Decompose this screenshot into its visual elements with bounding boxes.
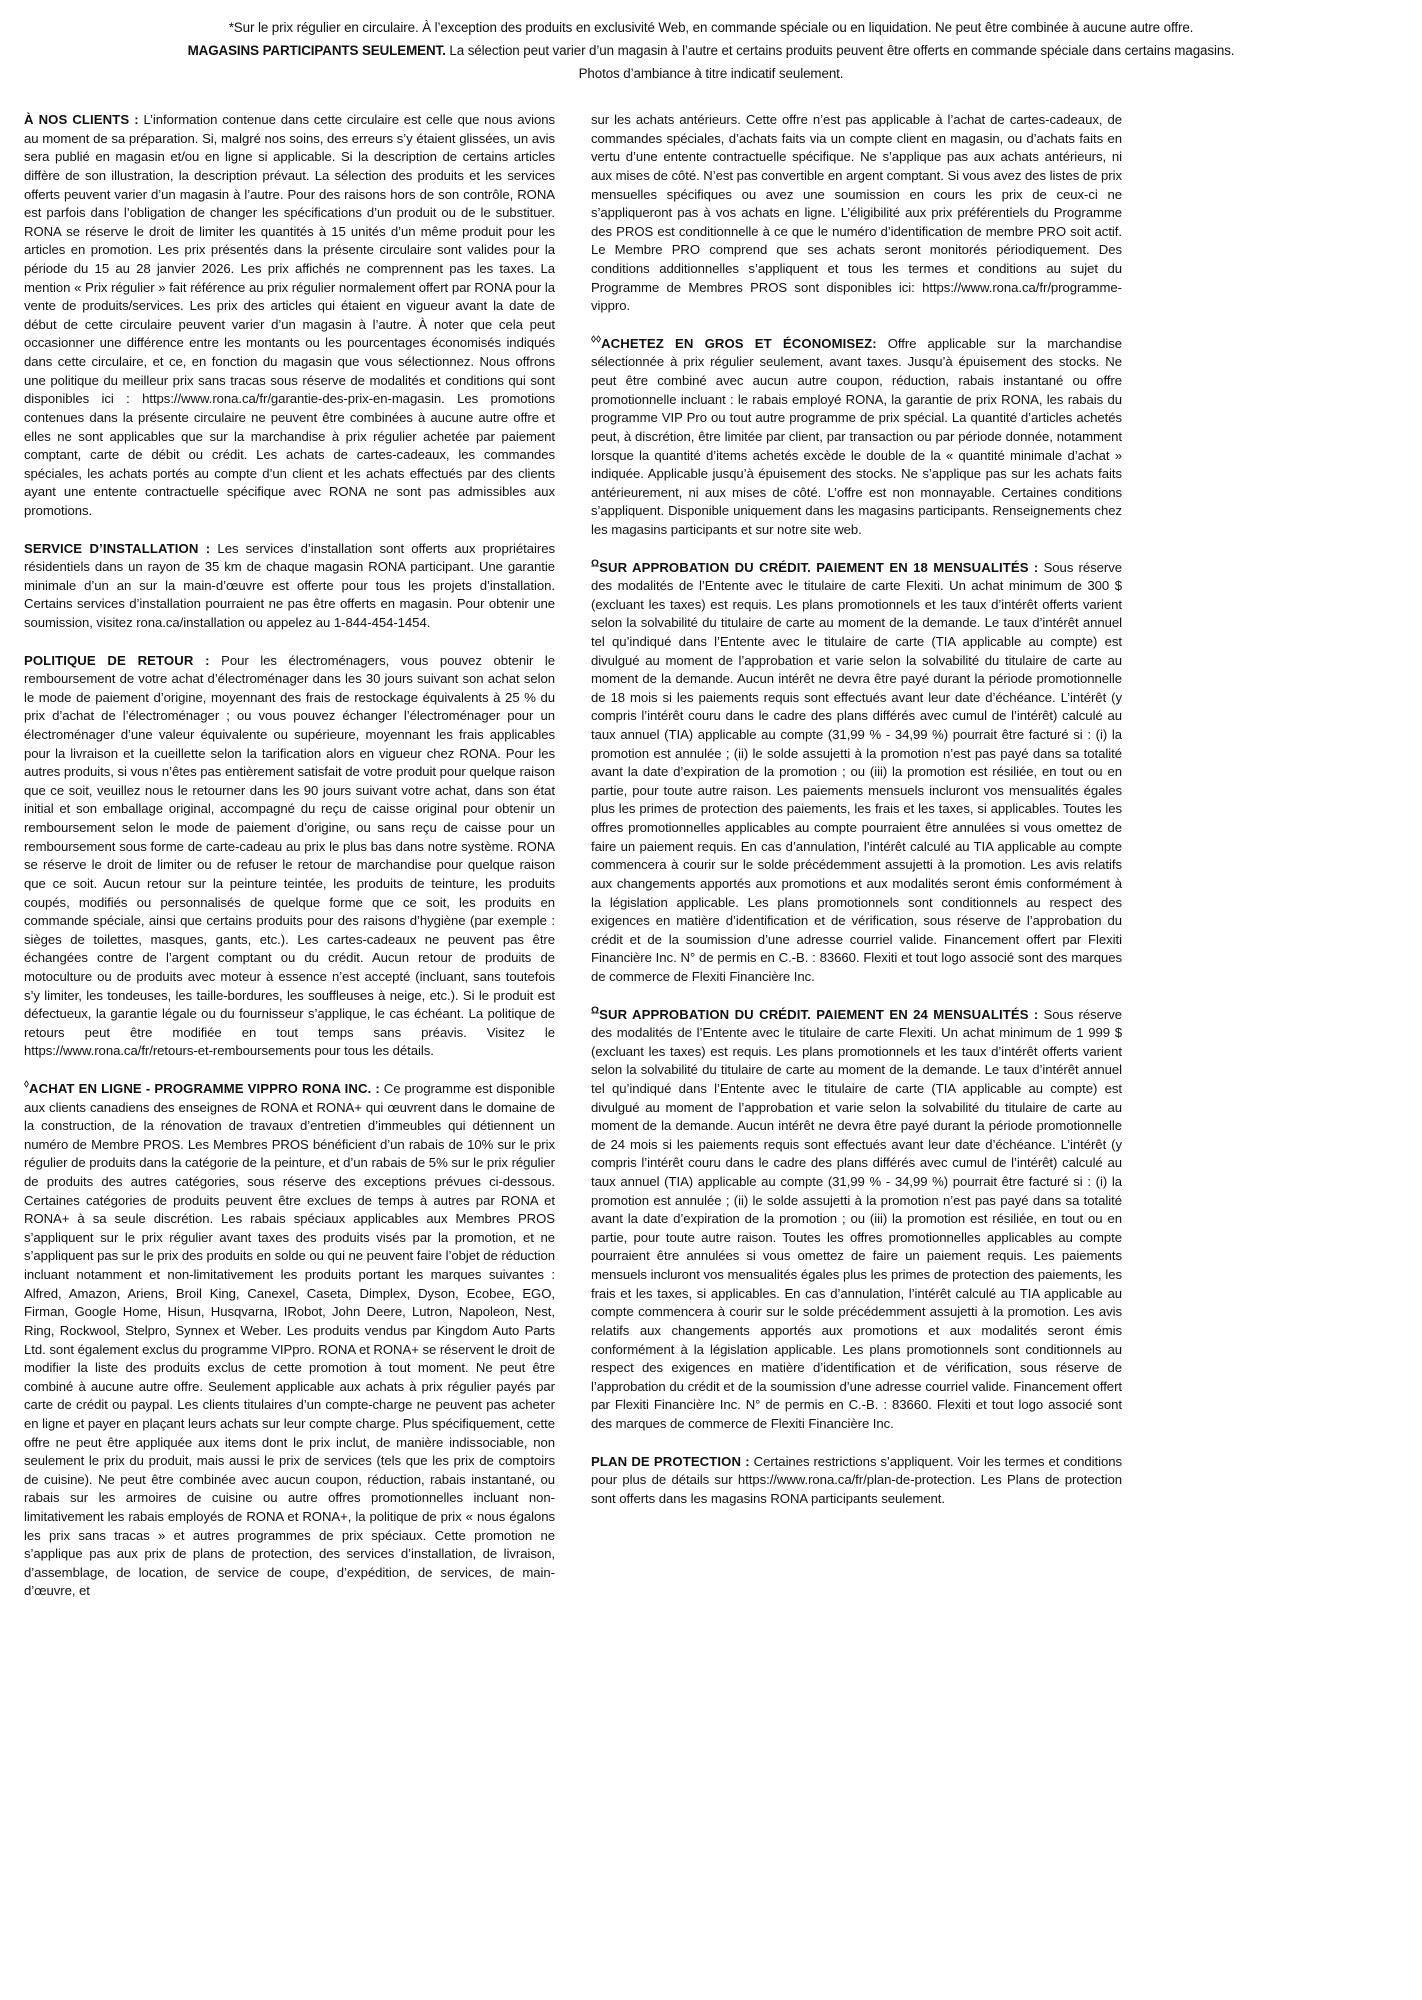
section-politique-de-retour <box>24 652 555 1061</box>
section-achetez-en-gros <box>591 335 1122 540</box>
section-body-vippro: Ce programme est disponible aux clients canadiens des enseignes de RONA et RONA+ qui œuvrent dans le domaine de la construction, de la rénovation de travaux d’entretien d’immeubles qui détiennent un numéro de Membre PROS. Les Membres PROS bénéficient d’un rabais de 10% sur le prix régulier de produits dans la catégorie de la peinture, et d’un rabais de 5% sur le prix régulier de produits des autres catégories, sous réserve des exceptions prévues ci-dessous. Certaines catégories de produits peuvent être exclues de temps à autres par RONA et RONA+ à sa seule discrétion. Les rabais spéciaux applicables aux Membres PROS s’appliquent sur le prix régulier avant taxes des produits visés par la promotion, et ne s’appliquent pas sur le prix des produits en solde ou qui ne peuvent faire l’objet de réduction incluant notamment et non-limitativement les produits portant les marques suivantes : Alfred, Amazon, Ariens, Broil King, Canexel, Caseta, Dimplex, Dyson, Ecobee, EGO, Firman, Google Home, Hisun, Husqvarna, IRobot, John Deere, Lutron, Napoleon, Nest, Ring, Rockwool, Stelpro, Synnex et Weber. Les produits vendus par Kingdom Auto Parts Ltd. sont également exclus du programme VIPpro. RONA et RONA+ se réservent le droit de modifier la liste des produits exclus de cette promotion à tout moment. Ne peut être combiné à aucune autre offre. Seulement applicable aux achats à prix régulier payés par carte de crédit ou paypal. Les clients titulaires d’un compte-charge ne peuvent pas acheter en ligne et payer en plaçant leurs achats sur leur compte charge. Plus spécifiquement, cette offre ne peut être appliquée aux items dont le prix inclut, de manière indissociable, non seulement le prix du produit, mais aussi le prix de services (tels que les prix de comptoirs de cuisine). Ne peut être combinée avec aucun coupon, réduction, rabais instantané, ou rabais sur les armoires de cuisine ou autre offres promotionnelles incluant non-limitativement les rabais employés de RONA et RONA+, la politique de prix « nous égalons les prix sans tracas » et autres programmes de prix spéciaux. Cette promotion ne s’applique pas aux prix de plans de protection, des services d’installation, de livraison, d’assemblage, de location, de service de coupe, d’expédition, de services, de main-d’œuvre, et <box>24 1081 555 1599</box>
section-heading-service-installation: SERVICE D’INSTALLATION : <box>24 540 211 556</box>
section-credit-18-mensualites <box>591 559 1122 987</box>
section-service-installation <box>24 540 555 633</box>
section-heading-vippro-text: ACHAT EN LIGNE - PROGRAMME VIPPRO RONA INC. : <box>29 1081 380 1096</box>
disclaimer-line-3: Photos d’ambiance à titre indicatif seulement. <box>578 66 844 82</box>
section-heading-achetez-en-gros <box>591 336 877 351</box>
terms-columns <box>24 111 1398 1601</box>
section-vippro-continued <box>591 111 1122 316</box>
disclaimer-line-1: *Sur le prix régulier en circulaire. À l’exception des produits en exclusivité Web, en commande spéciale ou en liquidation. Ne peut être combinée à aucune autre offre. <box>228 20 1194 35</box>
section-heading-credit-24 <box>591 1007 1038 1022</box>
section-body-politique-de-retour: Pour les électroménagers, vous pouvez obtenir le remboursement de votre achat d’électroménager dans les 30 jours suivant son achat selon le mode de paiement d’origine, moyennant des frais de restockage équivalents à 25 % du prix d’achat de l’électroménager ; ou vous pouvez échanger l’électroménager pour un électroménager d’une valeur équivalente ou supérieure, moyennant les frais applicables pour la livraison et la cueillette selon la tarification alors en vigueur chez RONA. Pour les autres produits, si vous n’êtes pas entièrement satisfait de votre produit pour quelque raison que ce soit, veuillez nous le retourner dans les 90 jours suivant votre achat, dans son état initial et son emballage original, accompagné du reçu de caisse original pour obtenir un remboursement selon le mode de paiement d’origine, ou sans reçu de caisse pour un remboursement sous forme de carte-cadeau au prix le plus bas dans notre système. RONA se réserve le droit de limiter ou de refuser le retour de marchandise pour quelque raison que ce soit. Aucun retour sur la peinture teintée, les produits de teinture, les produits coupés, modifiés ou personnalisés de quelque forme que ce soit, les produits en commande spéciale, ainsi que certains produits pour des raisons d’hygiène (par exemple : sièges de toilettes, masques, gants, etc.). Les cartes-cadeaux ne peuvent pas être échangées contre de l’argent comptant ou du crédit. Aucun retour de produits de motoculture ou de produits avec moteur à essence n’est accepté (incluant, sans toutefois s’y limiter, les tondeuses, les taille-bordures, les souffleuses à neige, etc.). Si le produit est défectueux, la garantie légale ou du fournisseur s’applique, le cas échéant. La politique de retours peut être modifiée en tout temps sans préavis. Visitez le https://www.rona.ca/fr/retours-et-remboursements pour tous les détails. <box>24 652 555 1059</box>
section-body-vippro-continued: sur les achats antérieurs. Cette offre n’est pas applicable à l’achat de cartes-cadeaux, de commandes spéciales, d’achats faits via un compte client en magasin, ou d’achats faits en vertu d’une entente contractuelle spécifique. Ne s’applique pas aux achats antérieurs, ni aux mises de côté. N’est pas convertible en argent comptant. Si vous avez des listes de prix mensuelles spécifiques ou avez une soumission en cours les prix de ceux-ci ne s’appliqueront pas à vos achats en ligne. L’éligibilité aux prix préférentiels du Programme des PROS est conditionnelle à ce que le numéro d’identification de membre PRO soit actif. Le Membre PRO comprend que ses achats seront monitorés périodiquement. Des conditions additionnelles s’appliquent et tous les termes et conditions au sujet du Programme de Membres PROS sont disponibles ici: https://www.rona.ca/fr/programme-vippro. <box>591 112 1122 314</box>
right-column <box>591 111 1122 1508</box>
footnote-marker-credit18-icon: Ω <box>591 558 600 570</box>
section-body-credit-24: Sous réserve des modalités de l’Entente avec le titulaire de carte Flexiti. Un achat minimum de 1 999 $ (excluant les taxes) est requis. Les plans promotionnels et les taux d’intérêt offerts varient selon la solvabilité du titulaire de carte au moment de la demande. Le taux d’intérêt annuel tel qu’indiqué dans l’Entente avec le titulaire de carte (TIA applicable au compte) est divulgué au moment de l’approbation et varie selon la solvabilité du titulaire de carte au moment de la demande. Aucun intérêt ne devra être payé durant la période promotionnelle de 24 mois si les paiements requis sont effectués avant leur date d’échéance. L’intérêt (y compris l’intérêt couru dans le cadre des plans différés avec cumul de l’intérêt) calculé au taux annuel (TIA) applicable au compte (31,99 % - 34,99 %) pourrait être facturé si : (i) la promotion est annulée ; (ii) le solde assujetti à la promotion n’est pas payé dans sa totalité avant la date d’expiration de la promotion ; ou (iii) la promotion est résiliée, en tout ou en partie, pour toute autre raison. Toutes les offres promotionnelles applicables au compte pourraient être annulées si vous omettez de faire un paiement requis. Les paiements mensuels incluront vos mensualités égales plus les primes de protection des paiements, les frais et les taxes, si applicables. En cas d’annulation, l’intérêt calculé au TIA applicable au compte commencera à courir sur le solde précédemment assujetti à la promotion. Les avis relatifs aux changements apportés aux promotions et aux modalités seront émis conformément à la législation applicable. Les plans promotionnels sont conditionnels au respect des exigences en matière d’identification et de vérification, sous réserve de l’approbation du crédit et de la soumission d’une adresse courriel valide. Financement offert par Flexiti Financière Inc. N° de permis en C.-B. : 83660. Flexiti et tout logo associé sont des marques de commerce de Flexiti Financière Inc. <box>591 1006 1122 1431</box>
section-heading-vippro <box>24 1081 380 1096</box>
section-body-achetez-en-gros: Offre applicable sur la marchandise sélectionnée à prix régulier seulement, avant taxes. Jusqu’à épuisement des stocks. Ne peut être combiné avec aucun autre coupon, réduction, rabais instantané ou offre promotionnelle incluant : le rabais employé RONA, la garantie de prix RONA, les rabais du programme VIP Pro ou tout autre programme de prix spécial. La quantité d’articles achetés peut, à discrétion, être limitée par client, par transaction ou par période donnée, notamment lorsque la quantité d’items achetés excède le double de la « quantité minimale d’achat » indiquée. Applicable jusqu’à épuisement des stocks. Ne s’applique pas sur les achats faits antérieurement, ni aux mises de côté. L’offre est non monnayable. Certaines conditions s’appliquent. Disponible uniquement dans les magasins participants. Renseignements chez les magasins participants et sur notre site web. <box>591 335 1122 537</box>
section-heading-credit-24-text: SUR APPROBATION DU CRÉDIT. PAIEMENT EN 24 MENSUALITÉS : <box>599 1006 1039 1022</box>
section-credit-24-mensualites <box>591 1006 1122 1434</box>
footnote-marker-credit24-icon: Ω <box>591 1005 600 1017</box>
section-body-a-nos-clients: L’information contenue dans cette circulaire est celle que nous avions au moment de sa préparation. Si, malgré nos soins, des erreurs s’y étaient glissées, un avis sera publié en magasin et/ou en ligne si applicable. Si la description de certains articles diffère de son illustration, la description prévaut. La sélection des produits et les services offerts peuvent varier d’un magasin à l’autre. Pour des raisons hors de son contrôle, RONA est parfois dans l’obligation de changer les spécifications d’un produit ou de le substituer. RONA se réserve le droit de limiter les quantités à 15 unités d’un même produit pour les articles en promotion. Les prix présentés dans la présente circulaire sont valides pour la période du 15 au 28 janvier 2026. Les prix affichés ne comprennent pas les taxes. La mention « Prix régulier » fait référence au prix régulier normalement offert par RONA pour la vente de produits/services. Les prix des articles qui étaient en vigueur avant la date de début de cette circulaire peuvent varier d’un magasin à l’autre. À noter que cela peut occasionner une différence entre les montants ou les pourcentages économisés indiqués dans cette circulaire, et ce, en fonction du magasin que vous sélectionnez. Nous offrons une politique du meilleur prix sans tracas sous réserve de modalités et conditions qui sont disponibles ici : https://www.rona.ca/fr/garantie-des-prix-en-magasin. Les promotions contenues dans la présente circulaire ne peuvent être combinées à aucune autre offre et elles ne sont applicables que sur la marchandise à prix régulier achetée par paiement comptant, carte de débit ou crédit. Les achats de cartes-cadeaux, les commandes spéciales, les achats portés au compte d’un client et les achats effectués par des clients ayant une entente contractuelle spécifique avec RONA ne sont pas admissibles aux promotions. <box>24 112 555 518</box>
section-heading-a-nos-clients: À NOS CLIENTS : <box>24 112 139 128</box>
participating-stores-label: MAGASINS PARTICIPANTS SEULEMENT. <box>187 43 446 59</box>
header-disclaimer <box>24 16 1398 85</box>
section-heading-plan-de-protection: PLAN DE PROTECTION : <box>591 1453 750 1469</box>
section-heading-politique-de-retour: POLITIQUE DE RETOUR : <box>24 652 210 668</box>
footnote-marker-vippro-icon: ◊ <box>24 1079 30 1091</box>
section-a-nos-clients <box>24 111 555 520</box>
section-plan-de-protection <box>591 1453 1122 1509</box>
section-heading-credit-18-text: SUR APPROBATION DU CRÉDIT. PAIEMENT EN 18 MENSUALITÉS : <box>599 559 1039 575</box>
left-column <box>24 111 555 1601</box>
section-vippro <box>24 1080 555 1601</box>
section-body-credit-18: Sous réserve des modalités de l’Entente avec le titulaire de carte Flexiti. Un achat minimum de 300 $ (excluant les taxes) est requis. Les plans promotionnels et les taux d’intérêt offerts varient selon la solvabilité du titulaire de carte au moment de la demande. Le taux d’intérêt annuel tel qu’indiqué dans l’Entente avec le titulaire de carte (TIA applicable au compte) est divulgué au moment de l’approbation et varie selon la solvabilité du titulaire de carte au moment de la demande. Aucun intérêt ne devra être payé durant la période promotionnelle de 18 mois si les paiements requis sont effectués avant leur date d’échéance. L’intérêt (y compris l’intérêt couru dans le cadre des plans différés avec cumul de l’intérêt) calculé au taux annuel (TIA) applicable au compte (31,99 % - 34,99 %) pourrait être facturé si : (i) la promotion est annulée ; (ii) le solde assujetti à la promotion n’est pas payé dans sa totalité avant la date d’expiration de la promotion ; ou (iii) la promotion est résiliée, en tout ou en partie, pour toute autre raison. Les paiements mensuels incluront vos mensualités égales plus les primes de protection des paiements, les frais et les taxes, si applicables. Toutes les offres promotionnelles applicables au compte pourraient être annulées si vous omettez de faire un paiement requis. En cas d’annulation, l’intérêt calculé au TIA applicable au compte commencera à courir sur le solde précédemment assujetti à la promotion. Les avis relatifs aux changements apportés aux promotions et aux modalités seront émis conformément à la législation applicable. Les plans promotionnels sont conditionnels au respect des exigences en matière d’identification et de vérification, sous réserve de l’approbation du crédit et de la soumission d’une adresse courriel valide. Financement offert par Flexiti Financière Inc. N° de permis en C.-B. : 83660. Flexiti et tout logo associé sont des marques de commerce de Flexiti Financière Inc. <box>591 559 1122 984</box>
section-body-service-installation: Les services d’installation sont offerts aux propriétaires résidentiels dans un rayon de 35 km de chaque magasin RONA participant. Une garantie minimale d’un an sur la main-d’œuvre est offerte pour tous les projets d’installation. Certains services d’installation pourraient ne pas être offerts en magasin. Pour obtenir une soumission, visitez rona.ca/installation ou appelez au 1-844-454-1454. <box>24 540 555 630</box>
section-body-plan-de-protection: Certaines restrictions s’appliquent. Voir les termes et conditions pour plus de détails sur https://www.rona.ca/fr/plan-de-protection. Les Plans de protection sont offerts dans les magasins RONA participants seulement. <box>591 1453 1122 1506</box>
footnote-marker-gros-icon: ◊◊ <box>591 334 602 346</box>
disclaimer-line-2 <box>30 39 1392 62</box>
participating-stores-text: La sélection peut varier d’un magasin à l’autre et certains produits peuvent être offerts en commande spéciale dans certains magasins. <box>445 43 1235 59</box>
section-heading-credit-18 <box>591 560 1038 575</box>
section-heading-achetez-en-gros-text: ACHETEZ EN GROS ET ÉCONOMISEZ: <box>601 335 877 351</box>
